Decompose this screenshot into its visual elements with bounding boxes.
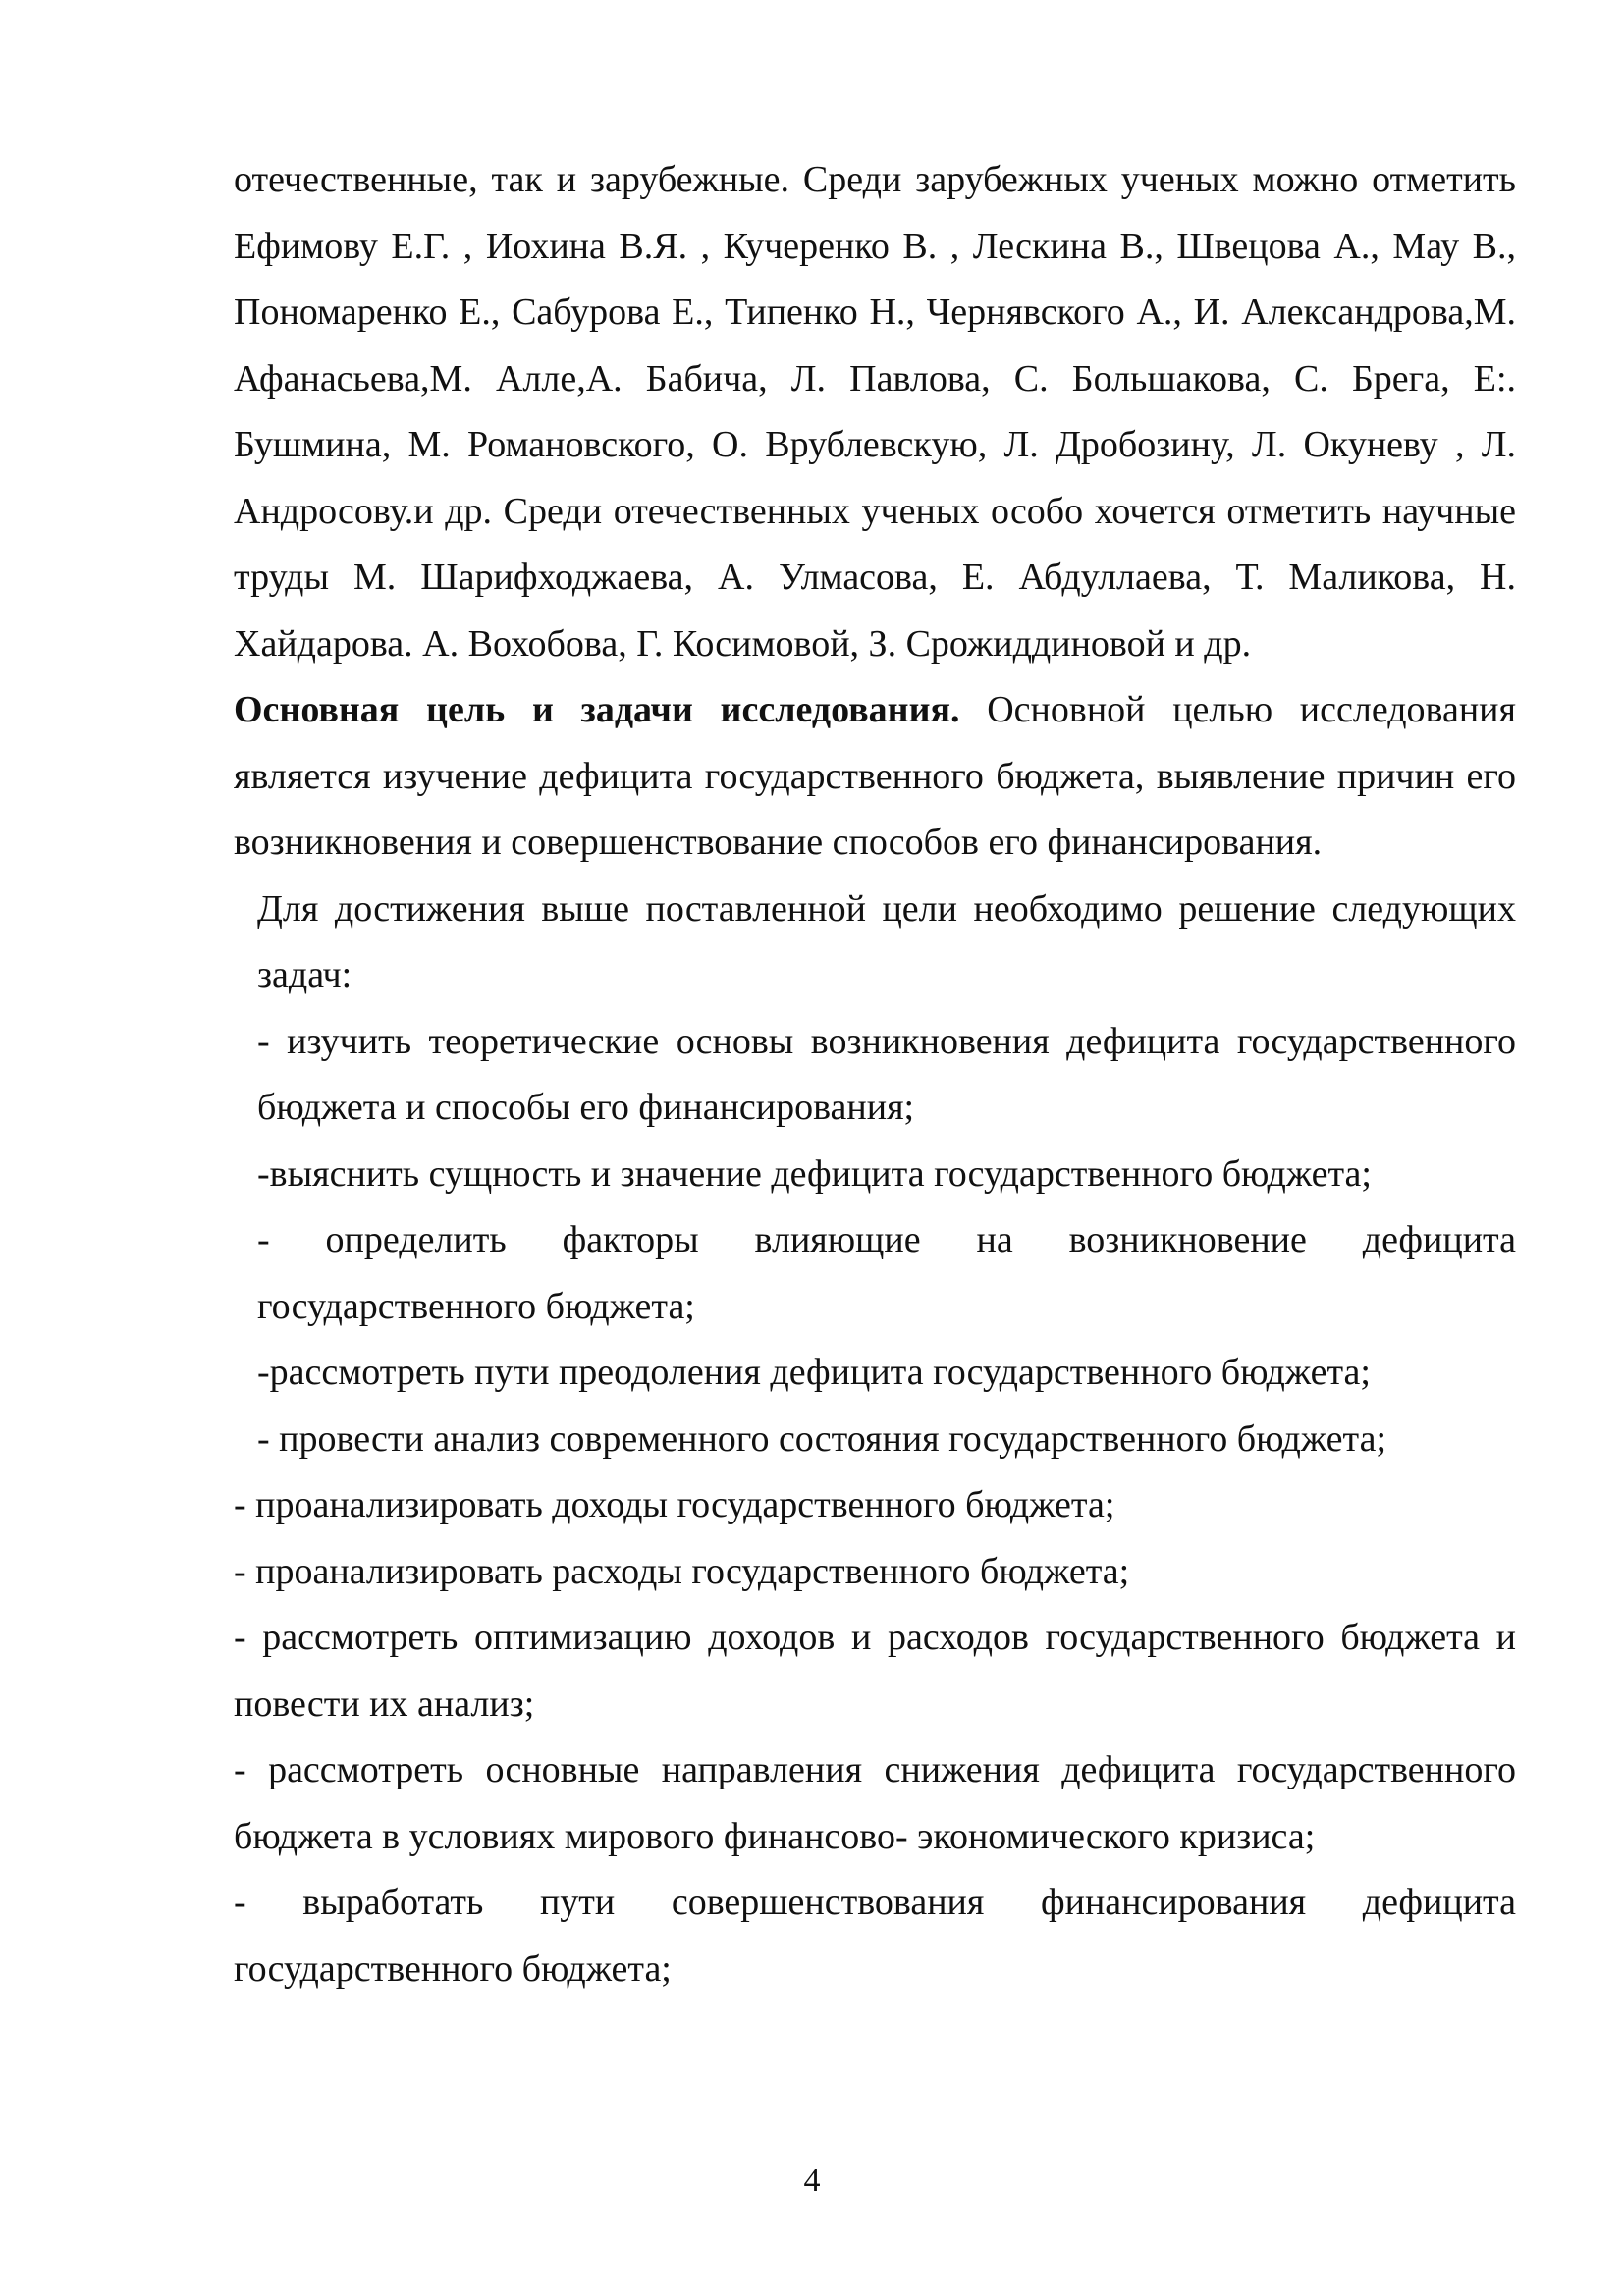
paragraph-researchers: отечественные, так и зарубежные. Среди зарубежных ученых можно отметить Ефимову Е.Г. , Иохина В.Я. , Кучеренко В. , Лескина В., Швецова А., Мау В., Пономаренко Е., Сабурова Е., Типенко Н., Чернявского А., И. Александрова,М. Афанасьева,М. Алле,А. Бабича, Л. Павлова, С. Большакова, С. Брега, Е:. Бушмина, М. Романовского, О. Врублевскую, Л. Дробозину, Л. Окуневу , Л. Андросову.и др. Среди отечественных ученых особо хочется отметить научные труды М. Шарифходжаева, А. Улмасова, Е. Абдуллаева, Т. Маликова, Н. Хайдарова. А. Вохобова, Г. Косимовой, З. Срожиддиновой и др. — [234, 159, 1516, 665]
paragraph-goal — [234, 677, 1516, 877]
task-item: - проанализировать доходы государственного бюджета; — [234, 1484, 1115, 1525]
task-item: - определить факторы влияющие на возникновение дефицита государственного бюджета; — [257, 1219, 1516, 1327]
task-item: - изучить теоретические основы возникновения дефицита государственного бюджета и способы его финансирования; — [257, 1020, 1516, 1128]
task-item: - рассмотреть основные направления снижения дефицита государственного бюджета в условиях мирового финансово- экономического кризиса; — [234, 1749, 1516, 1857]
goal-text: Основной целью исследования является изучение дефицита государственного бюджета, выявление причин его возникновения и совершенствование способов его финансирования. — [234, 689, 1516, 863]
task-item: - провести анализ современного состояния государственного бюджета; — [257, 1417, 1387, 1460]
task-item: - выработать пути совершенствования финансирования дефицита государственного бюджета; — [234, 1882, 1516, 1990]
task-item: - проанализировать расходы государственного бюджета; — [234, 1550, 1130, 1592]
task-item: -выяснить сущность и значение дефицита государственного бюджета; — [257, 1152, 1372, 1195]
page-body — [234, 147, 1516, 2002]
page-number: 4 — [803, 2163, 821, 2199]
task-item: -рассмотреть пути преодоления дефицита государственного бюджета; — [257, 1352, 1371, 1393]
paragraph-tasks-intro: Для достижения выше поставленной цели необходимо решение следующих задач: — [257, 887, 1516, 995]
goal-heading: Основная цель и задачи исследования. — [234, 689, 960, 730]
task-item: - рассмотреть оптимизацию доходов и расходов государственного бюджета и повести их анализ; — [234, 1617, 1516, 1725]
